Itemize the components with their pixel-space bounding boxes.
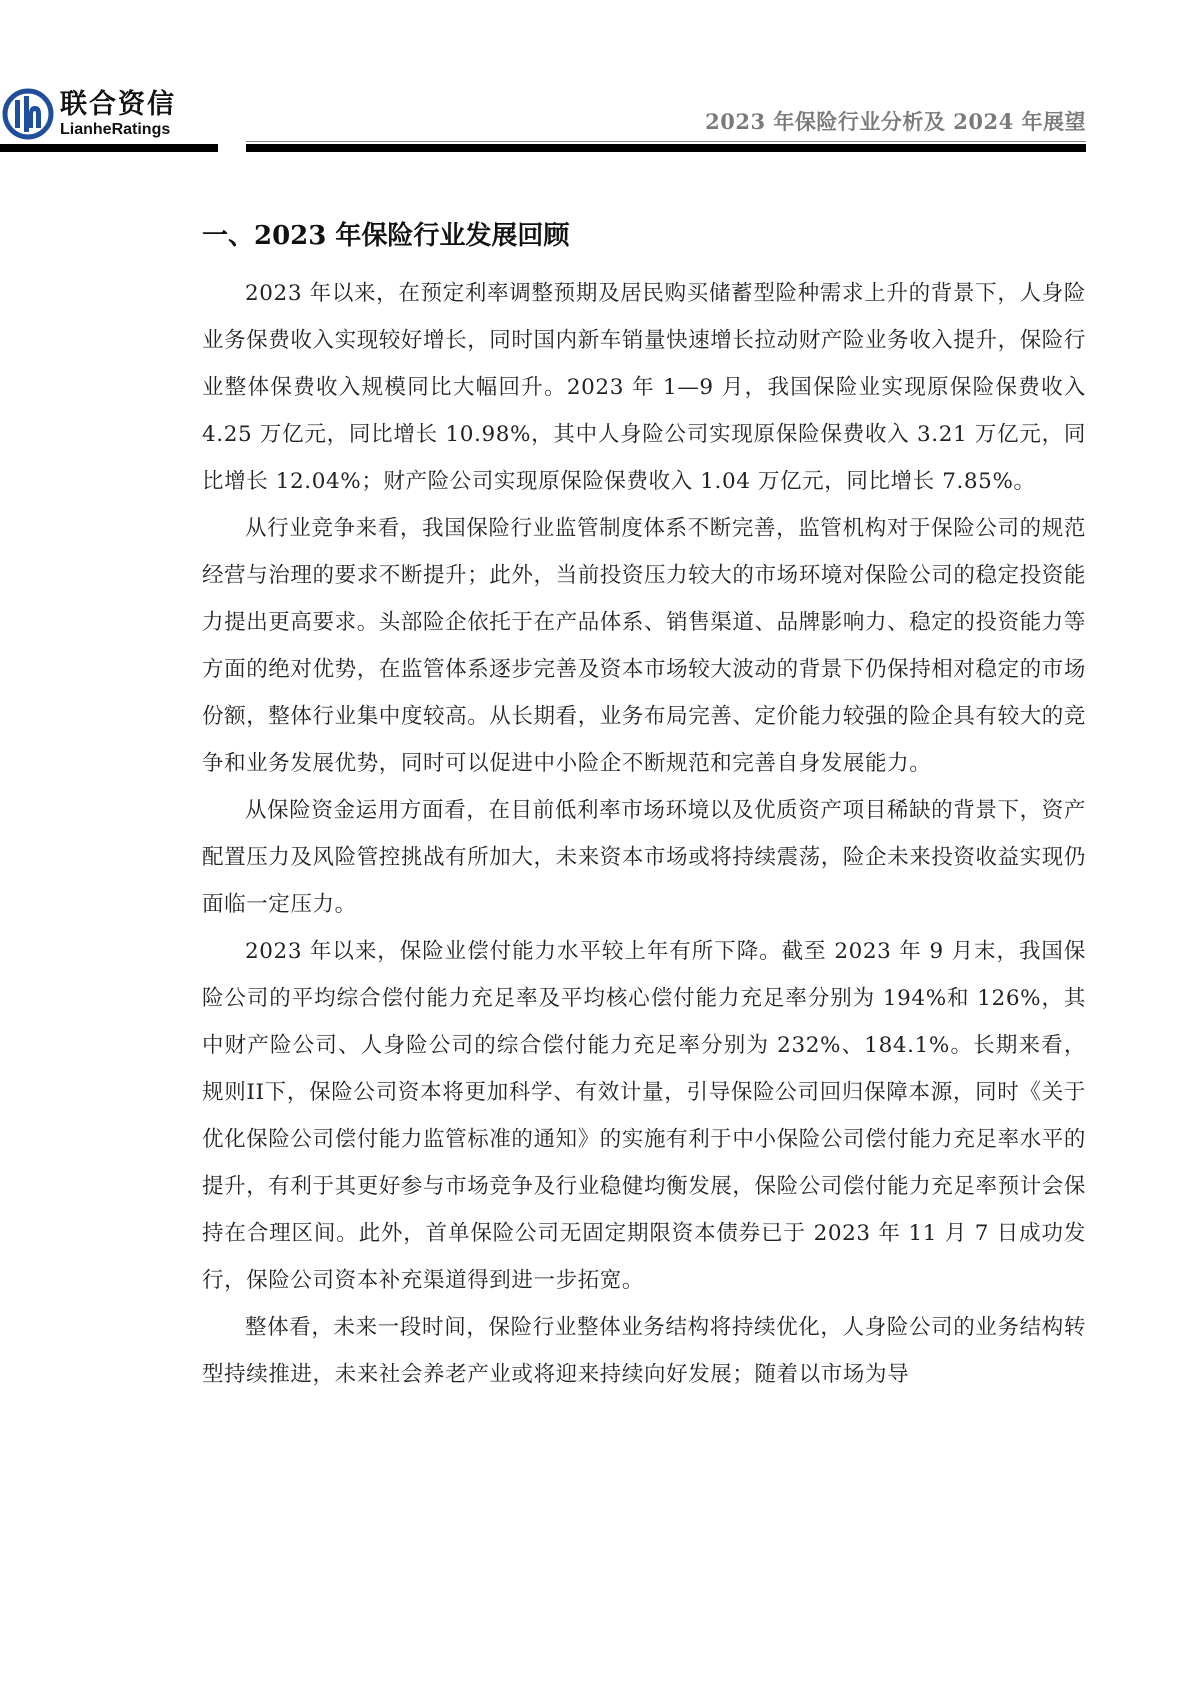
logo-name-cn: 联合资信 <box>60 88 176 120</box>
company-logo <box>2 88 176 140</box>
lianhe-logo-icon <box>2 88 54 140</box>
header-rule-thin <box>246 141 1086 142</box>
header-rule-right <box>246 144 1086 152</box>
document-title: 2023 年保险行业分析及 2024 年展望 <box>705 109 1086 134</box>
page-body <box>202 208 1086 1398</box>
paragraph-premium-income: 2023 年以来，在预定利率调整预期及居民购买储蓄型险种需求上升的背景下，人身险业务保费收入实现较好增长，同时国内新车销量快速增长拉动财产险业务收入提升，保险行业整体保费收入规模同比大幅回升。2023 年 1—9 月，我国保险业实现原保险保费收入 4.25 万亿元，同比增长 10.98%，其中人身险公司实现原保险保费收入 3.21 万亿元，同比增长 12.04%；财产险公司实现原保险保费收入 1.04 万亿元，同比增长 7.85%。 <box>202 281 1087 494</box>
paragraph-solvency: 2023 年以来，保险业偿付能力水平较上年有所下降。截至 2023 年 9 月末，我国保险公司的平均综合偿付能力充足率及平均核心偿付能力充足率分别为 194%和 126%，其中财产险公司、人身险公司的综合偿付能力充足率分别为 232%、184.1%。长期来看，规则II下，保险公司资本将更加科学、有效计量，引导保险公司回归保障本源，同时《关于优化保险公司偿付能力监管标准的通知》的实施有利于中小保险公司偿付能力充足率水平的提升，有利于其更好参与市场竞争及行业稳健均衡发展，保险公司偿付能力充足率预计会保持在合理区间。此外，首单保险公司无固定期限资本债券已于 2023 年 11 月 7 日成功发行，保险公司资本补充渠道得到进一步拓宽。 <box>202 939 1087 1293</box>
header-rule-left <box>0 144 218 152</box>
paragraph-fund-utilization: 从保险资金运用方面看，在目前低利率市场环境以及优质资产项目稀缺的背景下，资产配置压力及风险管控挑战有所加大，未来资本市场或将持续震荡，险企未来投资收益实现仍面临一定压力。 <box>202 798 1087 917</box>
paragraph-outlook: 整体看，未来一段时间，保险行业整体业务结构将持续优化，人身险公司的业务结构转型持续推进，未来社会养老产业或将迎来持续向好发展；随着以市场为导 <box>202 1315 1086 1387</box>
section-heading: 一、2023 年保险行业发展回顾 <box>202 221 570 251</box>
page-header <box>0 0 1200 160</box>
logo-name-en: LianheRatings <box>60 120 171 138</box>
paragraph-industry-competition: 从行业竞争来看，我国保险行业监管制度体系不断完善，监管机构对于保险公司的规范经营与治理的要求不断提升；此外，当前投资压力较大的市场环境对保险公司的稳定投资能力提出更高要求。头部险企依托于在产品体系、销售渠道、品牌影响力、稳定的投资能力等方面的绝对优势，在监管体系逐步完善及资本市场较大波动的背景下仍保持相对稳定的市场份额，整体行业集中度较高。从长期看，业务布局完善、定价能力较强的险企具有较大的竞争和业务发展优势，同时可以促进中小险企不断规范和完善自身发展能力。 <box>202 516 1087 776</box>
